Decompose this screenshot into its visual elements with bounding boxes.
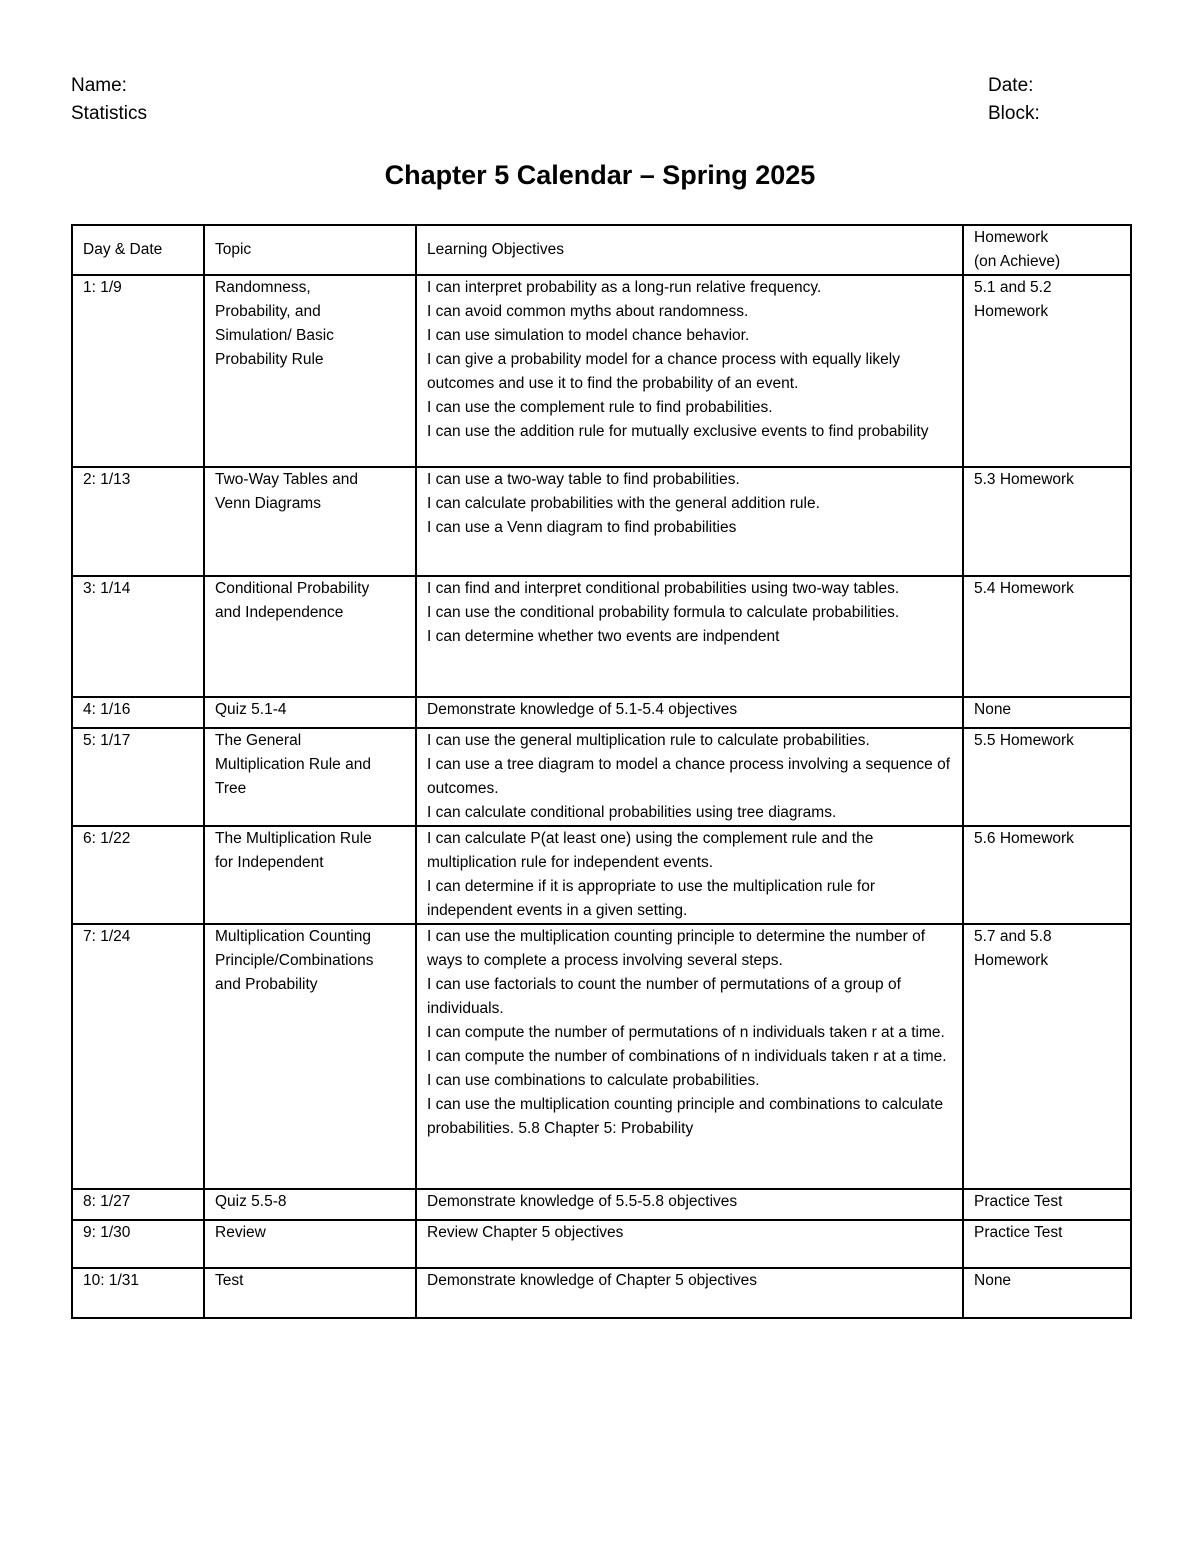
table-row (72, 1268, 1131, 1318)
day-cell: 8: 1/27 (72, 1189, 204, 1220)
topic-cell: The General Multiplication Rule and Tree (204, 728, 416, 826)
day-cell: 2: 1/13 (72, 467, 204, 576)
block-label: Block: (988, 103, 1040, 124)
homework-cell: 5.7 and 5.8 Homework (963, 924, 1131, 1189)
topic-cell: Review (204, 1220, 416, 1268)
table-row (72, 728, 1131, 826)
day-cell: 3: 1/14 (72, 576, 204, 697)
topic-cell: Conditional Probability and Independence (204, 576, 416, 697)
day-cell: 4: 1/16 (72, 697, 204, 728)
homework-cell: Practice Test (963, 1220, 1131, 1268)
calendar-table (71, 224, 1132, 1319)
date-label: Date: (988, 75, 1034, 96)
table-row (72, 467, 1131, 576)
day-cell: 9: 1/30 (72, 1220, 204, 1268)
topic-cell: Test (204, 1268, 416, 1318)
table-row (72, 1220, 1131, 1268)
header-right (988, 72, 1040, 128)
objectives-cell: I can use the multiplication counting principle to determine the number of ways to complete a process involving several steps. I can use factorials to count the number of permutations of a group of individuals. I can compute the number of permutations of n individuals taken r at a time. I can compute the number of combinations of n individuals taken r at a time. I can use combinations to calculate probabilities. I can use the multiplication counting principle and combinations to calculate probabilities. 5.8 Chapter 5: Probability (416, 924, 963, 1189)
topic-cell: Quiz 5.1-4 (204, 697, 416, 728)
homework-cell: 5.5 Homework (963, 728, 1131, 826)
table-row (72, 1189, 1131, 1220)
table-row (72, 826, 1131, 924)
objectives-cell: I can use the general multiplication rule to calculate probabilities. I can use a tree diagram to model a chance process involving a sequence of outcomes. I can calculate conditional probabilities using tree diagrams. (416, 728, 963, 826)
homework-cell: 5.3 Homework (963, 467, 1131, 576)
table-row (72, 697, 1131, 728)
homework-cell: 5.4 Homework (963, 576, 1131, 697)
table-row (72, 576, 1131, 697)
topic-cell: The Multiplication Rule for Independent (204, 826, 416, 924)
homework-cell: Practice Test (963, 1189, 1131, 1220)
topic-cell: Two-Way Tables and Venn Diagrams (204, 467, 416, 576)
col-header-topic: Topic (204, 225, 416, 275)
homework-cell: 5.1 and 5.2 Homework (963, 275, 1131, 467)
topic-cell: Randomness, Probability, and Simulation/ Basic Probability Rule (204, 275, 416, 467)
homework-cell: 5.6 Homework (963, 826, 1131, 924)
col-header-day: Day & Date (72, 225, 204, 275)
objectives-cell: I can use a two-way table to find probabilities. I can calculate probabilities with the general addition rule. I can use a Venn diagram to find probabilities (416, 467, 963, 576)
name-label: Name: (71, 75, 127, 96)
table-row (72, 924, 1131, 1189)
col-header-objectives: Learning Objectives (416, 225, 963, 275)
col-header-homework: Homework (on Achieve) (963, 225, 1131, 275)
objectives-cell: I can interpret probability as a long-run relative frequency. I can avoid common myths about randomness. I can use simulation to model chance behavior. I can give a probability model for a chance process with equally likely outcomes and use it to find the probability of an event. I can use the complement rule to find probabilities. I can use the addition rule for mutually exclusive events to find probability (416, 275, 963, 467)
objectives-cell: Demonstrate knowledge of Chapter 5 objectives (416, 1268, 963, 1318)
objectives-cell: Review Chapter 5 objectives (416, 1220, 963, 1268)
topic-cell: Multiplication Counting Principle/Combinations and Probability (204, 924, 416, 1189)
table-header-row (72, 225, 1131, 275)
objectives-cell: Demonstrate knowledge of 5.1-5.4 objectives (416, 697, 963, 728)
day-cell: 7: 1/24 (72, 924, 204, 1189)
objectives-cell: Demonstrate knowledge of 5.5-5.8 objectives (416, 1189, 963, 1220)
objectives-cell: I can find and interpret conditional probabilities using two-way tables. I can use the conditional probability formula to calculate probabilities. I can determine whether two events are indpendent (416, 576, 963, 697)
page-title: Chapter 5 Calendar – Spring 2025 (384, 160, 816, 190)
day-cell: 6: 1/22 (72, 826, 204, 924)
homework-cell: None (963, 1268, 1131, 1318)
day-cell: 10: 1/31 (72, 1268, 204, 1318)
table-row (72, 275, 1131, 467)
day-cell: 1: 1/9 (72, 275, 204, 467)
subject-label: Statistics (71, 103, 148, 124)
homework-cell: None (963, 697, 1131, 728)
topic-cell: Quiz 5.5-8 (204, 1189, 416, 1220)
day-cell: 5: 1/17 (72, 728, 204, 826)
objectives-cell: I can calculate P(at least one) using the complement rule and the multiplication rule for independent events. I can determine if it is appropriate to use the multiplication rule for independent events in a given setting. (416, 826, 963, 924)
header-left (71, 72, 147, 128)
